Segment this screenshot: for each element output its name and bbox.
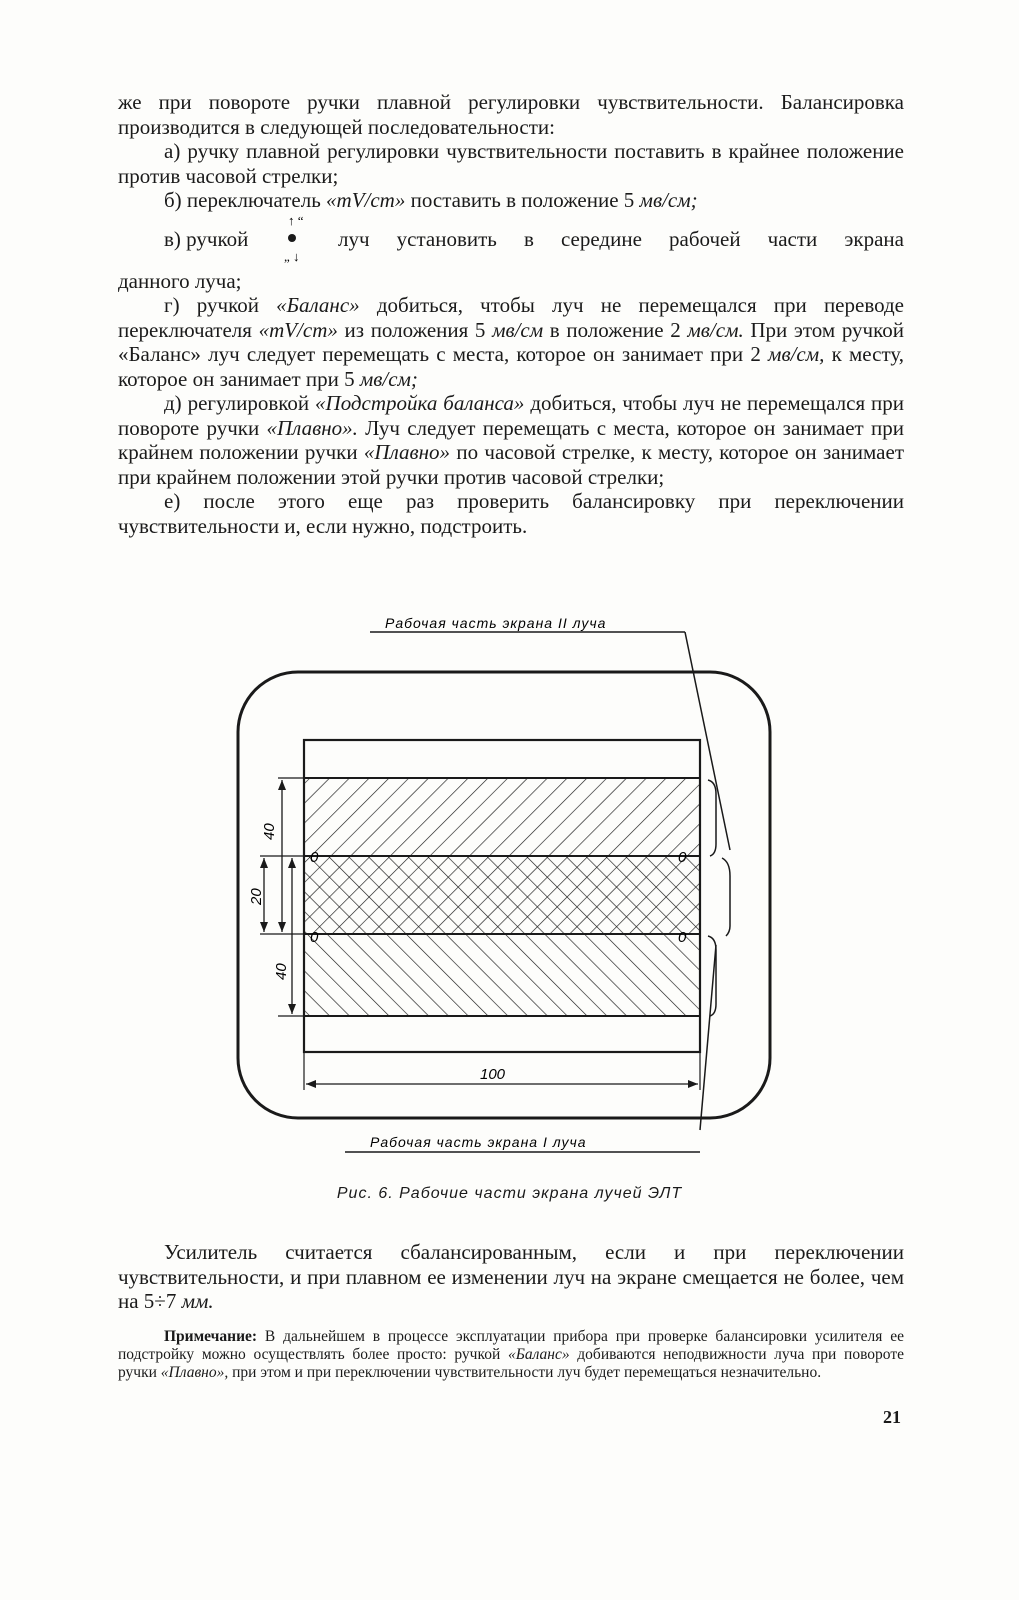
brace-overlap xyxy=(722,858,730,936)
note-knob-name: «Баланс» xyxy=(507,1346,570,1363)
list-item-a: а) ручку плавной регулировки чувствительности поставить в крайнее положение против часовой стрелки; xyxy=(118,139,904,188)
item-d-knob-name-3: «Плавно» xyxy=(363,440,451,464)
note-knob-name-2: «Плавно», xyxy=(160,1364,229,1381)
list-item-d xyxy=(118,391,904,489)
dimension-100: 100 xyxy=(480,1066,506,1083)
zone-overlap xyxy=(304,856,700,934)
zero-mark: 0 xyxy=(678,929,687,946)
page-number: 21 xyxy=(883,1407,901,1427)
item-b-switch-name: «mV/cm» xyxy=(326,188,406,212)
item-g-switch-name: «mV/cm» xyxy=(258,317,338,342)
note-label: Примечание: xyxy=(164,1328,258,1345)
body-text-bottom xyxy=(118,1240,904,1314)
label-working-part-beam-2: Рабочая часть экрана II луча xyxy=(385,615,607,631)
note-text-3: при этом и при переключении чувствительности луч будет перемещаться незначительно. xyxy=(228,1364,822,1381)
zero-mark: 0 xyxy=(310,849,319,866)
dimension-40-top: 40 xyxy=(261,823,278,840)
item-d-text: д) регулировкой xyxy=(164,391,316,415)
item-v-text-left: в) ручкой xyxy=(164,226,249,251)
list-item-g xyxy=(118,293,904,391)
figure-caption: Рис. 6. Рабочие части экрана лучей ЭЛТ xyxy=(336,1185,683,1202)
zone-beam-1 xyxy=(304,934,700,1016)
zero-mark: 0 xyxy=(310,929,319,946)
paragraph-balanced xyxy=(118,1240,904,1314)
item-v-continuation: данного луча; xyxy=(118,268,242,293)
item-v-text-right: луч установить в середине рабочей части экрана xyxy=(338,226,904,251)
item-d-knob-name: «Подстройка баланса» xyxy=(315,391,525,415)
list-item-b xyxy=(118,188,904,213)
item-g-unit-2: мв/см. xyxy=(687,317,744,342)
item-g-unit-1: мв/см xyxy=(492,317,544,342)
item-b-text-mid: поставить в положение 5 xyxy=(405,188,640,212)
note-text-2: добиваются неподвижности луча при повороте ручки xyxy=(118,1346,904,1381)
dimension-40-bottom: 40 xyxy=(273,963,290,980)
item-g-knob-name: «Баланс» xyxy=(276,293,360,317)
knob-bottom-mark: „ ↓ xyxy=(284,248,300,264)
list-item-e: е) после этого еще раз проверить балансировку при переключении чувствительности и, если нужно, подстроить. xyxy=(118,489,904,538)
item-g-unit-3: мв/см, xyxy=(768,342,825,366)
item-d-knob-name-2: «Плавно». xyxy=(266,415,358,440)
zero-mark: 0 xyxy=(678,849,687,866)
brace-beam-2 xyxy=(708,780,716,856)
paragraph-balanced-text: Усилитель считается сбалансированным, если и при переключении чувствительности, и при плавном ее изменении луч на экране смещается не более, чем на 5÷7 xyxy=(118,1240,904,1313)
item-g-unit-4: мв/см; xyxy=(359,366,418,391)
item-g-text-5: к месту, которое он занимает при 5 xyxy=(118,342,904,391)
item-g-text-3: в положение 2 xyxy=(543,317,688,342)
note-paragraph xyxy=(118,1328,904,1382)
list-item-v xyxy=(118,213,904,269)
item-d-text-1: добиться, чтобы луч не перемещался при повороте ручки xyxy=(118,391,904,440)
knob-symbol-icon xyxy=(276,211,316,267)
brace-beam-1 xyxy=(708,936,716,1016)
paragraph-intro: же при повороте ручки плавной регулировки чувствительности. Балансировка производится в следующей последовательности: xyxy=(118,90,904,139)
item-g-text-2: из положения 5 xyxy=(337,317,493,342)
item-g-text-1: добиться, чтобы луч не перемещался при переводе переключателя xyxy=(118,293,905,342)
item-d-text-2: Луч следует перемещать с места, которое он занимает при крайнем положении ручки xyxy=(118,415,904,464)
body-text-top xyxy=(118,90,904,538)
item-b-text: б) переключатель xyxy=(164,188,327,212)
crt-screen-diagram xyxy=(230,600,790,1170)
dimension-20: 20 xyxy=(248,888,265,905)
item-b-unit: мв/см; xyxy=(639,188,698,212)
item-g-text-4: При этом ручкой «Баланс» луч следует перемещать с места, которое он занимает при 2 xyxy=(118,317,904,366)
figure-crt-screen xyxy=(230,600,790,1170)
paragraph-balanced-unit: мм. xyxy=(181,1289,214,1313)
note xyxy=(118,1328,904,1382)
item-d-text-3: по часовой стрелке, к месту, которое он занимает при крайнем положении этой ручки против часовой стрелки; xyxy=(118,440,905,489)
knob-top-mark: ↑ “ xyxy=(288,212,304,228)
zone-beam-2 xyxy=(304,778,700,856)
note-text-1: В дальнейшем в процессе эксплуатации прибора при проверке балансировки усилителя ее подстройку можно осуществлять более просто: ручкой xyxy=(118,1328,904,1363)
label-working-part-beam-1: Рабочая часть экрана I луча xyxy=(370,1134,587,1150)
item-g-text: г) ручкой xyxy=(164,293,277,317)
